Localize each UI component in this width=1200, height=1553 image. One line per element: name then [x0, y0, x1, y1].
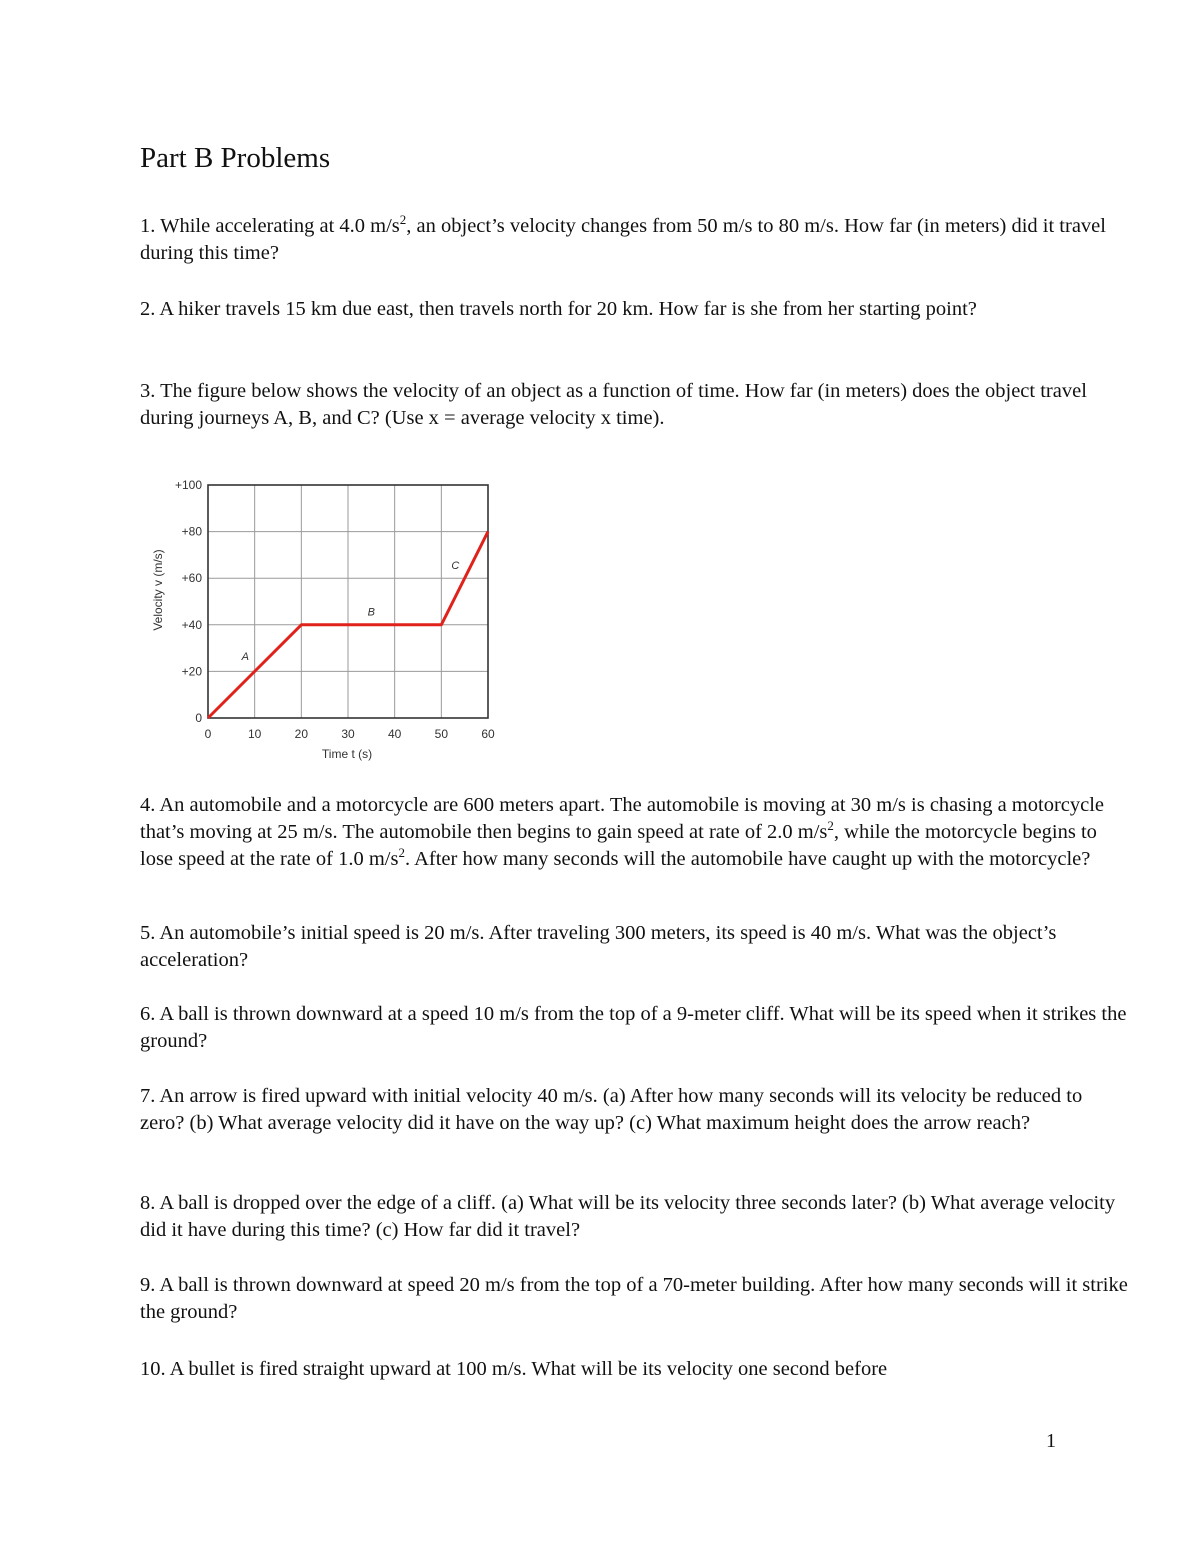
problem-text: An arrow is fired upward with initial velocity 40 m/s. (a) After how many seconds will its velocity be reduced to zero? (b) What average velocity did it have on the way up? (c) What maximum height does the arrow reach?	[140, 1085, 1083, 1134]
x-tick-label: 30	[341, 727, 355, 741]
problem-text: A bullet is fired straight upward at 100 m/s. What will be its velocity one second before	[169, 1358, 888, 1380]
problem-8	[140, 1190, 1130, 1244]
problem-1	[140, 213, 1130, 267]
problem-text: While accelerating at 4.0 m/s	[160, 215, 400, 237]
segment-label: C	[451, 559, 460, 572]
velocity-time-chart	[140, 460, 510, 770]
y-tick-label: +80	[181, 524, 202, 539]
problem-number: 4.	[140, 794, 156, 816]
problem-text: A hiker travels 15 km due east, then travels north for 20 km. How far is she from her starting point?	[159, 298, 977, 320]
problem-number: 10.	[140, 1358, 166, 1380]
x-tick-label: 0	[204, 727, 212, 741]
problem-4	[140, 792, 1130, 873]
problem-text: A ball is thrown downward at speed 20 m/s from the top of a 70-meter building. After how many seconds will it strike the ground?	[140, 1274, 1128, 1323]
y-tick-label: +40	[181, 617, 202, 632]
problem-text: , while the motorcycle begins to lose speed at the rate of 1.0 m/s	[140, 821, 1097, 870]
segment-label: A	[241, 650, 250, 663]
x-tick-label: 50	[434, 727, 449, 741]
problem-number: 7.	[140, 1085, 156, 1107]
page-number: 1	[1046, 1430, 1056, 1452]
problem-6	[140, 1001, 1130, 1055]
y-axis-label: Velocity v (m/s)	[151, 549, 165, 631]
x-tick-label: 60	[481, 727, 495, 741]
problem-number: 5.	[140, 922, 156, 944]
problem-number: 9.	[140, 1274, 156, 1296]
problem-text: The figure below shows the velocity of an object as a function of time. How far (in meters) does the object travel during journeys A, B, and C? (Use x = average velocity x time).	[140, 380, 1087, 429]
superscript: 2	[398, 845, 405, 861]
y-tick-label: +60	[181, 571, 202, 586]
y-tick-label: +20	[181, 664, 202, 679]
problem-text: An automobile and a motorcycle are 600 meters apart. The automobile is moving at 30 m/s is chasing a motorcycle that’s moving at 25 m/s. The automobile then begins to gain speed at rate of 2.0 m/s	[140, 794, 1105, 843]
problem-number: 6.	[140, 1003, 156, 1025]
x-axis-label: Time t (s)	[321, 747, 373, 761]
problem-7	[140, 1083, 1130, 1137]
problem-text: A ball is thrown downward at a speed 10 m/s from the top of a 9-meter cliff. What will be its speed when it strikes the ground?	[140, 1003, 1127, 1052]
problem-text: A ball is dropped over the edge of a cliff. (a) What will be its velocity three seconds later? (b) What average velocity did it have during this time? (c) How far did it travel?	[140, 1192, 1116, 1241]
problem-text: An automobile’s initial speed is 20 m/s. After traveling 300 meters, its speed is 40 m/s. What was the object’s acceleration?	[140, 922, 1057, 971]
problem-5	[140, 920, 1130, 974]
problem-text: , an object’s velocity changes from 50 m/s to 80 m/s. How far (in meters) did it travel during this time?	[140, 215, 1106, 264]
x-tick-label: 20	[294, 727, 309, 741]
x-tick-label: 10	[247, 727, 262, 741]
superscript: 2	[827, 818, 834, 834]
problem-text: . After how many seconds will the automobile have caught up with the motorcycle?	[404, 848, 1091, 870]
segment-label: B	[367, 606, 376, 619]
problem-number: 2.	[140, 298, 156, 320]
problem-3	[140, 378, 1130, 432]
y-tick-label: +100	[174, 478, 202, 492]
problem-number: 3.	[140, 380, 156, 402]
problem-number: 8.	[140, 1192, 156, 1214]
superscript: 2	[399, 212, 407, 228]
x-tick-label: 40	[387, 727, 402, 741]
problem-10	[140, 1356, 1130, 1383]
problem-number: 1.	[140, 215, 156, 237]
y-tick-label: 0	[195, 711, 202, 725]
problem-9	[140, 1272, 1130, 1326]
page-title: Part B Problems	[140, 142, 331, 174]
problem-2	[140, 296, 1130, 323]
